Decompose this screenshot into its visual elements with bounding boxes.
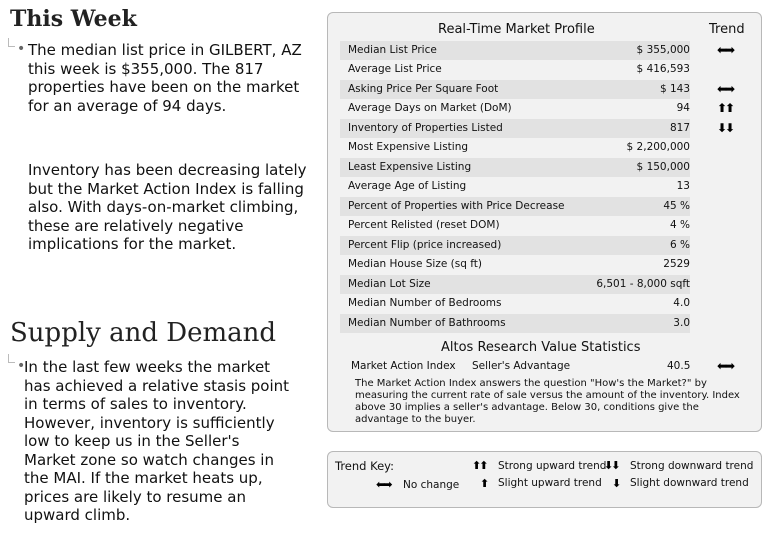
no-change-icon: ⬅➡ [716, 43, 734, 57]
altos-stats-title: Altos Research Value Statistics [441, 340, 641, 355]
row-label: Average List Price [348, 63, 442, 75]
table-row [340, 158, 690, 177]
this-week-summary: The median list price in GILBERT, AZ this week is $355,000. The 817 properties have been on the market for an average of 94 days. [28, 41, 302, 115]
bullet-icon: • [17, 41, 26, 57]
table-row [340, 99, 690, 118]
row-label: Median Lot Size [348, 278, 431, 290]
row-value: 4 % [670, 219, 690, 231]
row-value: 817 [669, 122, 690, 134]
table-row [340, 255, 690, 274]
supply-demand-text: In the last few weeks the market has achieved a relative stasis point in terms of sales to inventory. However, inventory is sufficiently low to keep us in the Seller's Market zone so watch changes in the MAI. If the market heats up, prices are likely to resume an upward climb. [24, 358, 290, 524]
trend-key-title: Trend Key: [335, 459, 395, 473]
table-row [340, 119, 690, 138]
no-change-icon: ⬅➡ [376, 478, 391, 491]
row-label: Median House Size (sq ft) [348, 258, 482, 270]
strong-down-icon: ⬇⬇ [604, 459, 619, 472]
trend-column-header: Trend [709, 22, 745, 37]
table-row [340, 80, 690, 99]
mai-description: The Market Action Index answers the question "How's the Market?" by measuring the current rate of sale versus the amount of the inventory. Index above 30 implies a seller's advantage. Below 30, conditions give the advantage to the buyer. [355, 378, 740, 425]
row-value: $ 2,200,000 [626, 141, 690, 153]
table-row [340, 197, 690, 216]
slight-up-label: Slight upward trend [498, 477, 602, 489]
table-row [340, 314, 690, 333]
table-row [340, 177, 690, 196]
row-value: 3.0 [673, 317, 690, 329]
row-value: 6,501 - 8,000 sqft [596, 278, 690, 290]
table-row [340, 41, 690, 60]
table-row [340, 138, 690, 157]
supply-demand-heading: Supply and Demand [10, 318, 277, 348]
row-label: Average Days on Market (DoM) [348, 102, 512, 114]
row-label: Median Number of Bedrooms [348, 297, 502, 309]
row-label: Percent Flip (price increased) [348, 239, 502, 251]
row-value: 2529 [663, 258, 690, 270]
row-label: Least Expensive Listing [348, 161, 472, 173]
slight-up-icon: ⬆ [480, 477, 488, 490]
row-value: $ 150,000 [636, 161, 690, 173]
bullet-icon: • [17, 358, 26, 374]
row-label: Inventory of Properties Listed [348, 122, 503, 134]
table-row [340, 216, 690, 235]
row-value: $ 143 [659, 83, 690, 95]
row-value: 45 % [663, 200, 690, 212]
no-change-icon: ⬅➡ [716, 359, 734, 373]
table-row [340, 60, 690, 79]
table-row [340, 275, 690, 294]
strong-up-label: Strong upward trend [498, 460, 607, 472]
row-value: $ 355,000 [636, 44, 690, 56]
strong-down-icon: ⬇⬇ [716, 121, 734, 135]
this-week-heading: This Week [10, 6, 137, 32]
heading-connector [8, 38, 15, 47]
slight-down-icon: ⬇ [612, 477, 620, 490]
this-week-inventory-note: Inventory has been decreasing lately but the Market Action Index is falling also. With days-on-market climbing, these are relatively negative implications for the market. [28, 161, 307, 253]
table-row [340, 236, 690, 255]
row-value: 94 [676, 102, 690, 114]
mai-value: 40.5 [667, 360, 691, 372]
row-value: 6 % [670, 239, 690, 251]
row-label: Percent Relisted (reset DOM) [348, 219, 500, 231]
row-label: Percent of Properties with Price Decrease [348, 200, 565, 212]
row-label: Median List Price [348, 44, 437, 56]
row-label: Most Expensive Listing [348, 141, 469, 153]
row-label: Asking Price Per Square Foot [348, 83, 499, 95]
strong-up-icon: ⬆⬆ [472, 459, 487, 472]
heading-connector [8, 354, 15, 363]
slight-down-label: Slight downward trend [630, 477, 749, 489]
strong-down-label: Strong downward trend [630, 460, 754, 472]
table-row [340, 294, 690, 313]
mai-status: Seller's Advantage [472, 360, 571, 372]
no-change-icon: ⬅➡ [716, 82, 734, 96]
row-value: 4.0 [673, 297, 690, 309]
row-value: 13 [676, 180, 690, 192]
market-profile-title: Real-Time Market Profile [438, 22, 595, 37]
row-label: Median Number of Bathrooms [348, 317, 506, 329]
no-change-label: No change [403, 479, 460, 491]
row-value: $ 416,593 [636, 63, 690, 75]
mai-label: Market Action Index [351, 360, 456, 372]
row-label: Average Age of Listing [348, 180, 467, 192]
strong-up-icon: ⬆⬆ [716, 101, 734, 115]
